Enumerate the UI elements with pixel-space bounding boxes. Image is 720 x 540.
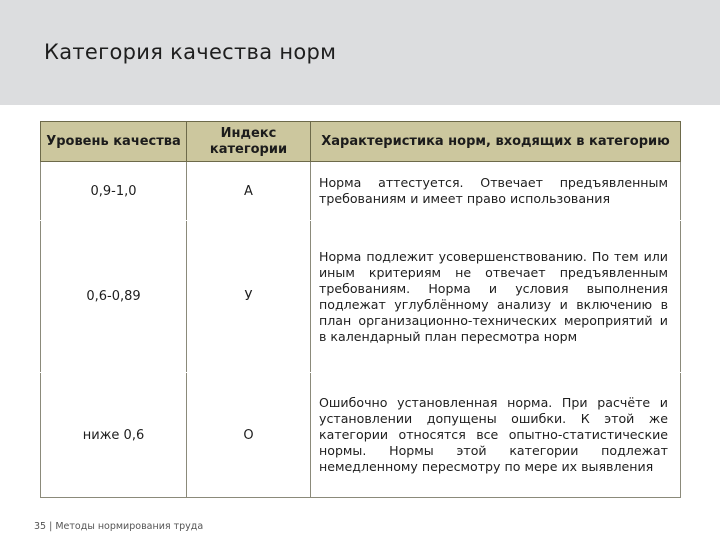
page-number: 35 xyxy=(34,521,47,532)
table-header-row xyxy=(41,122,681,162)
column-header-level: Уровень качества xyxy=(41,122,187,162)
slide-footer xyxy=(34,521,203,532)
cell-description: Норма аттестуется. Отвечает предъявленным требованиям и имеет право использования xyxy=(311,162,681,221)
cell-index: О xyxy=(187,373,311,498)
table-row xyxy=(41,373,681,498)
slide-title: Категория качества норм xyxy=(44,40,337,64)
cell-index: А xyxy=(187,162,311,221)
column-header-index: Индекс категории xyxy=(187,122,311,162)
footer-separator: | xyxy=(49,521,53,532)
cell-level: 0,6-0,89 xyxy=(41,221,187,373)
cell-level: 0,9-1,0 xyxy=(41,162,187,221)
quality-category-table xyxy=(40,121,681,498)
cell-index: У xyxy=(187,221,311,373)
cell-description: Ошибочно установленная норма. При расчёте и установлении допущены ошибки. К этой же категории относятся все опытно-статистические нормы. Нормы этой категории подлежат немедленному пересмотру по мере их выявления xyxy=(311,373,681,498)
cell-description: Норма подлежит усовершенствованию. По тем или иным критериям не отвечает предъявленным требованиям. Норма и условия выполнения подлежат углублённому анализу и включению в план организационно-технических мероприятий и в календарный план пересмотра норм xyxy=(311,221,681,373)
table-row xyxy=(41,162,681,221)
cell-level: ниже 0,6 xyxy=(41,373,187,498)
footer-text: Методы нормирования труда xyxy=(55,521,204,532)
table-row xyxy=(41,221,681,373)
title-band xyxy=(0,0,720,105)
column-header-description: Характеристика норм, входящих в категорию xyxy=(311,122,681,162)
